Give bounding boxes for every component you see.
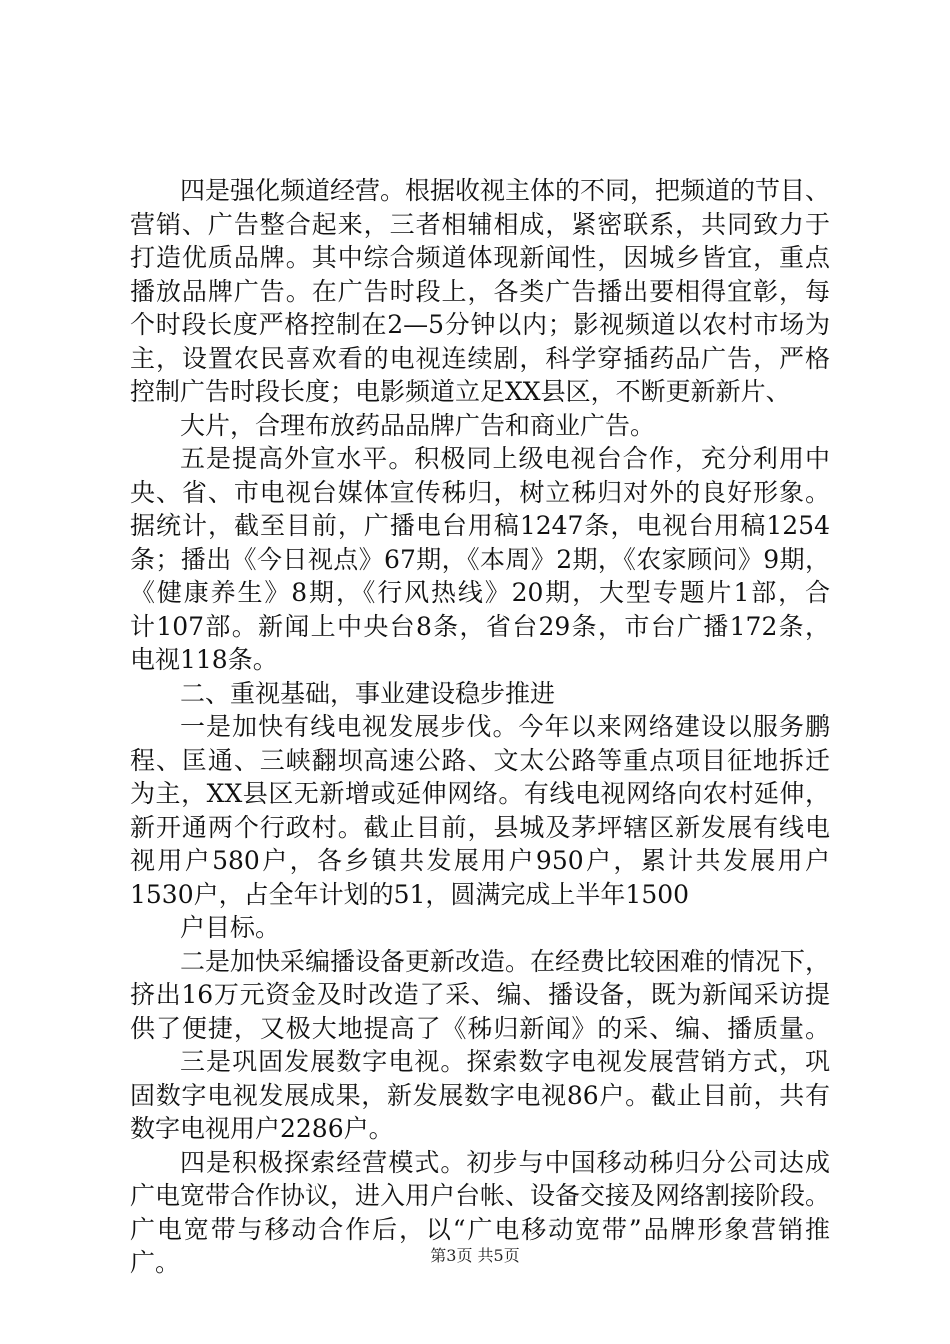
text-line: 五是提高外宣水平。积极同上级电视台合作，充分利用中 (180, 444, 830, 473)
text-line: 据统计，截至目前，广播电台用稿1247条，电视台用稿1254 (130, 511, 830, 540)
text-line: 广。 (130, 1248, 181, 1277)
text-line: 主，设置农民喜欢看的电视连续剧，科学穿插药品广告，严格 (130, 343, 830, 373)
text-line: 新开通两个行政村。截止目前，县城及茅坪辖区新发展有线电 (130, 812, 830, 842)
text-line: 挤出16万元资金及时改造了采、编、播设备，既为新闻采访提 (130, 980, 830, 1009)
text-line: 为主，XX县区无新增或延伸网络。有线电视网络向农村延伸， (130, 779, 830, 808)
text-line: 四是强化频道经营。根据收视主体的不同，把频道的节目、 (180, 176, 830, 205)
text-line: 央、省、市电视台媒体宣传秭归，树立秭归对外的良好形象。 (130, 477, 830, 507)
text-line: 条；播出《今日视点》67期，《本周》2期，《农家顾问》9期， (130, 544, 830, 574)
page-footer: 第3页 共5页 (430, 1246, 520, 1265)
document-body (130, 174, 830, 1280)
text-line: 大片，合理布放药品品牌广告和商业广告。 (180, 410, 656, 440)
text-line: 个时段长度严格控制在2—5分钟以内；影视频道以农村市场为 (130, 310, 830, 339)
text-line: 视用户580户，各乡镇共发展用户950户，累计共发展用户 (130, 846, 830, 875)
text-line: 一是加快有线电视发展步伐。今年以来网络建设以服务鹏 (180, 712, 830, 741)
text-line: 计107部。新闻上中央台8条，省台29条，市台广播172条， (130, 611, 830, 641)
text-line: 二、重视基础，事业建设稳步推进 (180, 678, 556, 708)
text-line: 1530户，占全年计划的51，圆满完成上半年1500 (130, 879, 690, 909)
text-line: 三是巩固发展数字电视。探索数字电视发展营销方式，巩 (180, 1047, 830, 1076)
text-line: 户目标。 (180, 913, 281, 942)
text-line: 播放品牌广告。在广告时段上，各类广告播出要相得宜彰，每 (130, 276, 830, 306)
text-line: 程、匡通、三峡翻坝高速公路、文太公路等重点项目征地拆迁 (130, 745, 830, 775)
text-line: 供了便捷，又极大地提高了《秭归新闻》的采、编、播质量。 (130, 1013, 830, 1043)
text-line: 电视118条。 (130, 645, 278, 674)
text-line: 四是积极探索经营模式。初步与中国移动秭归分公司达成 (180, 1147, 830, 1177)
text-line: 广电宽带合作协议，进入用户台帐、设备交接及网络割接阶段。 (130, 1181, 830, 1210)
text-line: 二是加快采编播设备更新改造。在经费比较困难的情况下， (180, 946, 830, 976)
text-line: 广电宽带与移动合作后，以“广电移动宽带”品牌形象营销推 (130, 1214, 830, 1244)
text-line: 固数字电视发展成果，新发展数字电视86户。截止目前，共有 (130, 1080, 830, 1110)
text-line: 《健康养生》8期，《行风热线》20期，大型专题片1部，合 (130, 578, 830, 607)
text-line: 打造优质品牌。其中综合频道体现新闻性，因城乡皆宜，重点 (130, 243, 830, 272)
text-line: 数字电视用户2286户。 (130, 1114, 394, 1143)
text-line: 营销、广告整合起来，三者相辅相成，紧密联系，共同致力于 (130, 209, 830, 239)
text-line: 控制广告时段长度；电影频道立足XX县区，不断更新新片、 (130, 377, 791, 406)
